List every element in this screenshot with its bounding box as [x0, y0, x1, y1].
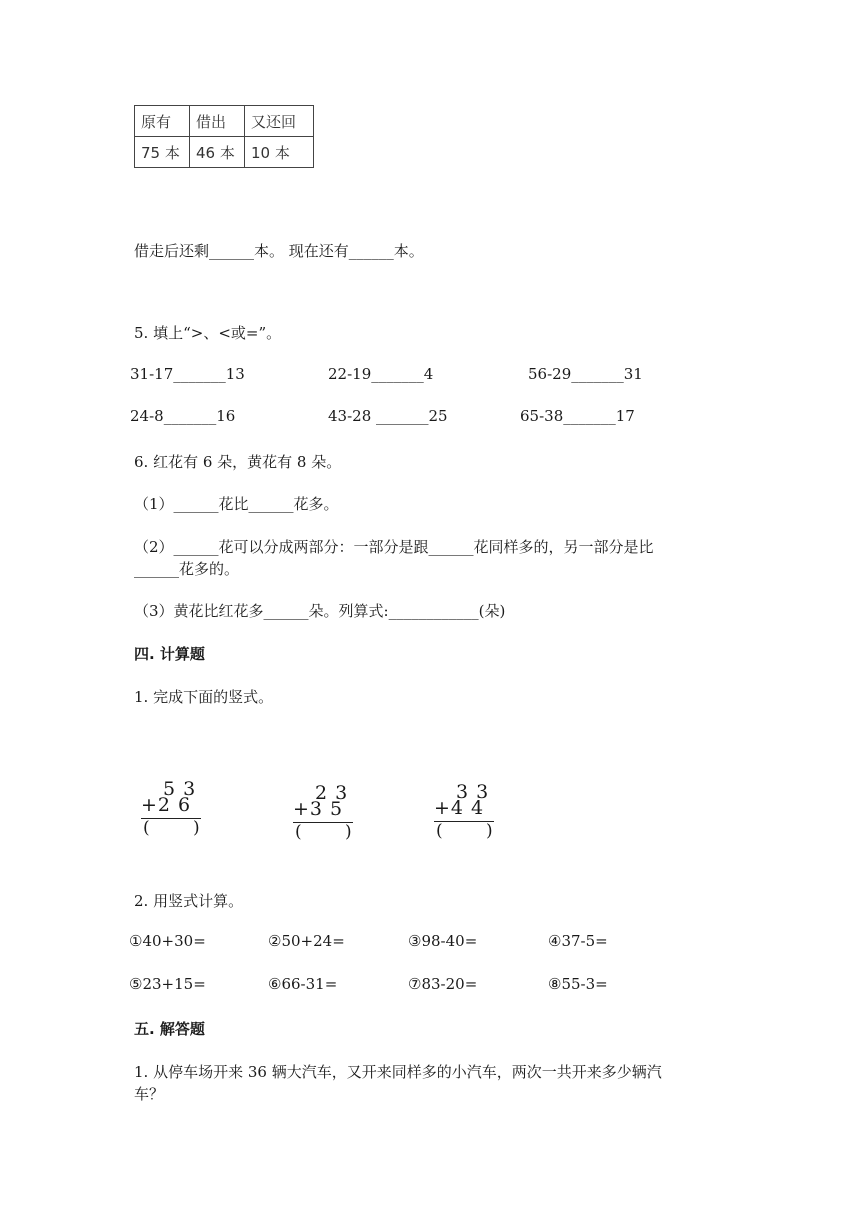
table-cell: 46 本: [190, 137, 245, 168]
paren-open: (: [143, 818, 150, 838]
paren-open: (: [295, 822, 302, 842]
table-header-cell: 借出: [190, 106, 245, 137]
q5-item: 31-17_______13: [130, 365, 245, 383]
vertical-bottom-number: +3 5: [293, 798, 344, 820]
answer-parentheses: [143, 818, 203, 838]
q6-part2-line2: ______花多的。: [134, 560, 240, 578]
calc-item: ①40+30=: [129, 932, 206, 950]
paren-open: (: [436, 821, 443, 841]
calc-item: ④37-5=: [548, 932, 608, 950]
table-cell: 10 本: [245, 137, 314, 168]
q6-part3: （3）黄花比红花多______朵。列算式:____________(朵): [134, 602, 506, 620]
section5-q1-line2: 车？: [134, 1085, 165, 1103]
q5-item: 56-29_______31: [528, 365, 643, 383]
q5-item: 24-8_______16: [130, 407, 236, 425]
book-table: [134, 105, 314, 168]
q5-item: 22-19_______4: [328, 365, 434, 383]
vertical-addition: [293, 782, 363, 862]
answer-parentheses: [295, 822, 355, 842]
calc-item: ②50+24=: [268, 932, 345, 950]
q5-title: 5. 填上“>、<或=”。: [134, 324, 282, 342]
section5-title: 五. 解答题: [134, 1020, 205, 1038]
calc-item: ⑤23+15=: [129, 975, 206, 993]
paren-close: ): [486, 821, 493, 841]
q6-part1: （1）______花比______花多。: [134, 495, 339, 513]
q6-title: 6. 红花有 6 朵，黄花有 8 朵。: [134, 453, 342, 471]
q4-answer-line: 借走后还剩______本。 现在还有______本。: [134, 242, 424, 260]
q5-item: 43-28 _______25: [328, 407, 448, 425]
table-header-cell: 又还回: [245, 106, 314, 137]
vertical-top-number: 2 3: [315, 782, 349, 804]
table-row: [135, 137, 314, 168]
calc-item: ⑦83-20=: [408, 975, 478, 993]
vertical-top-number: 3 3: [456, 781, 490, 803]
section4-q2-title: 2. 用竖式计算。: [134, 892, 244, 910]
paren-close: ): [345, 822, 352, 842]
vertical-top-number: 5 3: [163, 778, 197, 800]
calc-item: ⑧55-3=: [548, 975, 608, 993]
calc-item: ⑥66-31=: [268, 975, 338, 993]
table-header-cell: 原有: [135, 106, 190, 137]
answer-parentheses: [436, 821, 496, 841]
section4-title: 四. 计算题: [134, 645, 205, 663]
q6-part2-line1: （2）______花可以分成两部分：一部分是跟______花同样多的，另一部分是比: [134, 538, 654, 556]
section4-q1-title: 1. 完成下面的竖式。: [134, 688, 274, 706]
paren-close: ): [193, 818, 200, 838]
q5-item: 65-38_______17: [520, 407, 635, 425]
vertical-addition: [434, 781, 504, 861]
calc-item: ③98-40=: [408, 932, 478, 950]
vertical-bottom-number: +2 6: [141, 794, 192, 816]
vertical-addition: [141, 778, 211, 858]
section5-q1-line1: 1. 从停车场开来 36 辆大汽车，又开来同样多的小汽车，两次一共开来多少辆汽: [134, 1063, 662, 1081]
table-header-row: [135, 106, 314, 137]
vertical-bottom-number: +4 4: [434, 797, 485, 819]
table-cell: 75 本: [135, 137, 190, 168]
